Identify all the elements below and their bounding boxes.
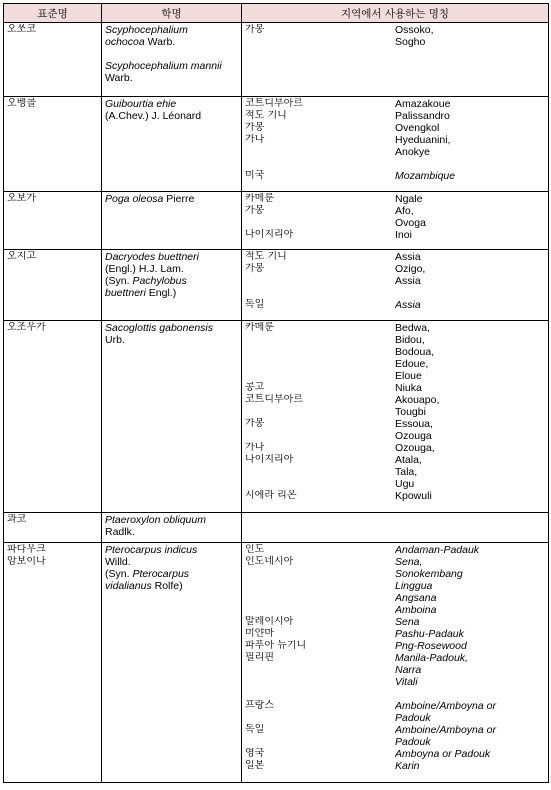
scientific-name-text: Pierre bbox=[163, 193, 195, 205]
local-name bbox=[395, 700, 545, 712]
scientific-name-cell bbox=[102, 321, 242, 513]
region-name bbox=[245, 287, 395, 299]
local-name-text: Hyeduanini, bbox=[395, 134, 451, 146]
scientific-name-text: Pterocarpus bbox=[132, 568, 190, 580]
scientific-name-line bbox=[105, 110, 238, 122]
scientific-name-line bbox=[105, 514, 238, 526]
local-name-text: Padouk bbox=[395, 712, 431, 724]
local-name bbox=[395, 60, 545, 72]
local-name bbox=[395, 358, 545, 370]
scientific-name-text: Rolfe) bbox=[151, 580, 183, 592]
local-names-block bbox=[245, 544, 545, 772]
local-name bbox=[395, 48, 545, 60]
region-name bbox=[245, 358, 395, 370]
local-name bbox=[395, 370, 545, 382]
scientific-name-line bbox=[105, 568, 238, 580]
region-name: 나이지리아 bbox=[245, 229, 294, 240]
region-column bbox=[245, 193, 395, 241]
scientific-name-line bbox=[105, 36, 238, 48]
local-name bbox=[395, 263, 545, 275]
standard-name: 오벵콜 bbox=[7, 98, 36, 109]
local-name bbox=[395, 134, 545, 146]
local-name-column bbox=[395, 251, 545, 311]
local-names-block bbox=[245, 251, 545, 311]
local-name-text: Pashu-Padauk bbox=[395, 628, 464, 640]
header-standard-name: 표준명 bbox=[4, 4, 102, 23]
table-row bbox=[4, 23, 549, 97]
scientific-name-text: Pterocarpus indicus bbox=[105, 544, 198, 556]
local-name bbox=[395, 193, 545, 205]
scientific-name-cell bbox=[102, 97, 242, 192]
scientific-name-cell bbox=[102, 192, 242, 250]
standard-name: 파다우크 bbox=[7, 544, 46, 555]
region-name: 가나 bbox=[245, 442, 265, 453]
standard-name: 오지고 bbox=[7, 251, 36, 262]
region-name: 독일 bbox=[245, 299, 265, 310]
region-name bbox=[245, 604, 395, 616]
local-name-text: Vitali bbox=[395, 676, 418, 688]
standard-name: 암보이나 bbox=[7, 556, 46, 567]
local-names-cell bbox=[242, 321, 549, 513]
region-name bbox=[245, 60, 395, 72]
region-column bbox=[245, 24, 395, 84]
standard-name: 오보가 bbox=[7, 193, 36, 204]
standard-name-cell bbox=[4, 23, 102, 97]
region-name: 인도 bbox=[245, 544, 265, 555]
local-name-column bbox=[395, 544, 545, 772]
region-name: 가봉 bbox=[245, 205, 265, 216]
header-local-names: 지역에서 사용하는 명칭 bbox=[242, 4, 549, 23]
local-name bbox=[395, 229, 545, 241]
region-name: 미얀마 bbox=[245, 628, 274, 639]
local-name-text: Sena, bbox=[395, 556, 423, 568]
local-name bbox=[395, 394, 545, 406]
region-name: 일본 bbox=[245, 760, 265, 771]
local-name-text: Edoue, bbox=[395, 358, 429, 370]
table-row bbox=[4, 192, 549, 250]
local-name-text: Afo, bbox=[395, 205, 414, 217]
region-name: 프랑스 bbox=[245, 700, 274, 711]
local-name bbox=[395, 592, 545, 604]
region-name bbox=[245, 580, 395, 592]
region-name: 가봉 bbox=[245, 263, 265, 274]
scientific-name-text: Dacryodes buettneri bbox=[105, 251, 199, 263]
region-name: 가봉 bbox=[245, 418, 265, 429]
standard-name-cell bbox=[4, 543, 102, 783]
standard-name-cell bbox=[4, 321, 102, 513]
standard-name: 콰코 bbox=[7, 514, 27, 525]
local-name bbox=[395, 287, 545, 299]
scientific-name-text: Scyphocephalium bbox=[105, 24, 188, 36]
local-name bbox=[395, 556, 545, 568]
local-name bbox=[395, 322, 545, 334]
region-name: 영국 bbox=[245, 748, 265, 759]
scientific-name-line bbox=[105, 322, 238, 334]
local-name bbox=[395, 676, 545, 688]
local-name bbox=[395, 275, 545, 287]
local-name bbox=[395, 712, 545, 724]
local-name bbox=[395, 628, 545, 640]
region-name: 미국 bbox=[245, 170, 265, 181]
local-name bbox=[395, 24, 545, 36]
local-name-text: Amazakoue bbox=[395, 98, 451, 110]
local-name bbox=[395, 251, 545, 263]
region-name bbox=[245, 72, 395, 84]
scientific-name-line bbox=[105, 334, 238, 346]
region-name: 카메룬 bbox=[245, 322, 274, 333]
local-name-text: Sena bbox=[395, 616, 420, 628]
scientific-name-line bbox=[105, 275, 238, 287]
region-name: 파푸아 뉴기니 bbox=[245, 640, 307, 651]
local-name-column bbox=[395, 98, 545, 182]
local-name bbox=[395, 736, 545, 748]
local-name bbox=[395, 72, 545, 84]
region-name: 말레이시아 bbox=[245, 616, 294, 627]
local-name-text: Bidou, bbox=[395, 334, 425, 346]
local-names-block bbox=[245, 24, 545, 84]
scientific-name-text: ochocoa bbox=[105, 36, 145, 48]
local-name bbox=[395, 418, 545, 430]
local-name bbox=[395, 299, 545, 311]
local-name-text: Tougbi bbox=[395, 406, 426, 418]
local-names-cell bbox=[242, 543, 549, 783]
scientific-name-line bbox=[105, 24, 238, 36]
local-name bbox=[395, 98, 545, 110]
local-name-text: Amboyna or Padouk bbox=[395, 748, 491, 760]
local-name-text: Ossoko, bbox=[395, 24, 434, 36]
local-name-text: Sogho bbox=[395, 36, 426, 48]
scientific-name-line bbox=[105, 287, 238, 299]
local-name bbox=[395, 454, 545, 466]
scientific-name-line bbox=[105, 580, 238, 592]
local-name-text: Ozouga, bbox=[395, 442, 435, 454]
region-name bbox=[245, 736, 395, 748]
local-name-text: Manila-Padouk, bbox=[395, 652, 468, 664]
region-name: 코트디부아르 bbox=[245, 98, 303, 109]
local-name bbox=[395, 466, 545, 478]
region-name bbox=[245, 568, 395, 580]
scientific-name-text: Urb. bbox=[105, 334, 125, 346]
local-name bbox=[395, 616, 545, 628]
local-names-cell bbox=[242, 192, 549, 250]
region-name: 코트디부아르 bbox=[245, 394, 303, 405]
local-name bbox=[395, 110, 545, 122]
region-name bbox=[245, 688, 395, 700]
local-name-text: Eloue bbox=[395, 370, 422, 382]
local-name bbox=[395, 604, 545, 616]
local-names-cell bbox=[242, 513, 549, 543]
local-name bbox=[395, 146, 545, 158]
region-name bbox=[245, 466, 395, 478]
local-name-text: Amboine/Amboyna or bbox=[395, 700, 496, 712]
region-name: 나이지리아 bbox=[245, 454, 294, 465]
region-name bbox=[245, 146, 395, 158]
scientific-name-line bbox=[105, 193, 238, 205]
region-name: 독일 bbox=[245, 724, 265, 735]
local-name bbox=[395, 490, 545, 502]
local-name-text: Png-Rosewood bbox=[395, 640, 467, 652]
region-name bbox=[245, 664, 395, 676]
scientific-name-text: Warb. bbox=[105, 72, 133, 84]
region-name bbox=[245, 676, 395, 688]
local-names-block bbox=[245, 98, 545, 182]
table-row bbox=[4, 250, 549, 321]
scientific-name-text: buettneri bbox=[105, 287, 146, 299]
local-name-text: Palissandro bbox=[395, 110, 450, 122]
region-name: 인도네시아 bbox=[245, 556, 294, 567]
local-name-column bbox=[395, 24, 545, 84]
region-name: 필리핀 bbox=[245, 652, 274, 663]
local-names-cell bbox=[242, 250, 549, 321]
region-column bbox=[245, 322, 395, 502]
scientific-name-text: Poga oleosa bbox=[105, 193, 164, 205]
local-name-column bbox=[395, 322, 545, 502]
standard-name-cell bbox=[4, 97, 102, 192]
scientific-name-cell bbox=[102, 513, 242, 543]
local-name bbox=[395, 544, 545, 556]
local-name-text: Andaman-Padauk bbox=[395, 544, 480, 556]
local-name-text: Ozouga bbox=[395, 430, 432, 442]
table-row bbox=[4, 321, 549, 513]
scientific-name-cell bbox=[102, 543, 242, 783]
table-body bbox=[4, 23, 549, 783]
local-name-text: Niuka bbox=[395, 382, 422, 394]
local-name-text: Karin bbox=[395, 760, 420, 772]
local-name-column bbox=[395, 193, 545, 241]
region-name bbox=[245, 48, 395, 60]
local-name bbox=[395, 580, 545, 592]
local-name-text: Ugu bbox=[395, 478, 415, 490]
local-name bbox=[395, 158, 545, 170]
region-column bbox=[245, 98, 395, 182]
table-row bbox=[4, 97, 549, 192]
local-name bbox=[395, 568, 545, 580]
local-name-text: Akouapo, bbox=[395, 394, 440, 406]
region-column bbox=[245, 544, 395, 772]
scientific-name-line bbox=[105, 60, 238, 72]
local-name-text: Tala, bbox=[395, 466, 418, 478]
local-name-text: Assia bbox=[395, 251, 421, 263]
local-name bbox=[395, 442, 545, 454]
local-name bbox=[395, 205, 545, 217]
local-name bbox=[395, 346, 545, 358]
scientific-name-line bbox=[105, 556, 238, 568]
region-name: 가봉 bbox=[245, 122, 265, 133]
table-header-row bbox=[4, 4, 549, 23]
scientific-name-text: vidalianus bbox=[105, 580, 152, 592]
local-name bbox=[395, 170, 545, 182]
scientific-name-text: Scyphocephalium mannii bbox=[105, 60, 222, 72]
local-name-text: Inoi bbox=[395, 229, 412, 241]
local-name-text: Bodoua, bbox=[395, 346, 435, 358]
local-name-text: Assia bbox=[395, 299, 421, 311]
local-name bbox=[395, 430, 545, 442]
local-name-text: Angsana bbox=[395, 592, 437, 604]
region-name bbox=[245, 592, 395, 604]
scientific-name-line bbox=[105, 72, 238, 84]
region-name: 가봉 bbox=[245, 24, 265, 35]
standard-name: 오조우가 bbox=[7, 322, 46, 333]
local-names-block bbox=[245, 322, 545, 502]
local-name-text: Ozigo, bbox=[395, 263, 426, 275]
local-name bbox=[395, 217, 545, 229]
local-name-text: Anokye bbox=[395, 146, 431, 158]
scientific-name-cell bbox=[102, 250, 242, 321]
table-row bbox=[4, 543, 549, 783]
local-name-text: Atala, bbox=[395, 454, 422, 466]
region-name bbox=[245, 478, 395, 490]
local-name bbox=[395, 724, 545, 736]
region-column bbox=[245, 251, 395, 311]
region-name bbox=[245, 406, 395, 418]
local-name-text: Amboine/Amboyna or bbox=[395, 724, 496, 736]
region-name bbox=[245, 275, 395, 287]
scientific-name-text: Willd. bbox=[105, 556, 131, 568]
local-names-cell bbox=[242, 23, 549, 97]
scientific-name-text: Sacoglottis gabonensis bbox=[105, 322, 213, 334]
header-scientific-name: 학명 bbox=[102, 4, 242, 23]
local-name-text: Assia bbox=[395, 275, 421, 287]
scientific-name-text: (Syn. bbox=[105, 275, 133, 287]
region-name bbox=[245, 217, 395, 229]
local-name-text: Ovengkol bbox=[395, 122, 440, 134]
local-names-cell bbox=[242, 97, 549, 192]
local-name bbox=[395, 640, 545, 652]
standard-name-cell bbox=[4, 513, 102, 543]
local-name-text: Bedwa, bbox=[395, 322, 431, 334]
scientific-name-text: Guibourtia ehie bbox=[105, 98, 177, 110]
local-name bbox=[395, 406, 545, 418]
wood-names-table bbox=[3, 3, 549, 783]
local-name bbox=[395, 478, 545, 490]
region-name: 적도 기니 bbox=[245, 251, 287, 262]
standard-name-cell bbox=[4, 250, 102, 321]
scientific-name-line bbox=[105, 98, 238, 110]
scientific-name-text: (A.Chev.) J. Léonard bbox=[105, 110, 202, 122]
local-name-text: Mozambique bbox=[395, 170, 456, 182]
standard-name: 오쏘코 bbox=[7, 24, 36, 35]
region-name bbox=[245, 334, 395, 346]
region-name bbox=[245, 36, 395, 48]
local-name bbox=[395, 748, 545, 760]
local-name bbox=[395, 760, 545, 772]
local-name-text: Sonokembang bbox=[395, 568, 463, 580]
scientific-name-text: Warb. bbox=[144, 36, 176, 48]
scientific-name-text: Ptaeroxylon obliquum bbox=[105, 514, 206, 526]
local-name bbox=[395, 688, 545, 700]
local-name-text: Kpowuli bbox=[395, 490, 432, 502]
local-name-text: Linggua bbox=[395, 580, 433, 592]
table-row bbox=[4, 513, 549, 543]
local-name-text: Padouk bbox=[395, 736, 431, 748]
region-name: 콩고 bbox=[245, 382, 265, 393]
scientific-name-text: (Engl.) H.J. Lam. bbox=[105, 263, 184, 275]
local-name bbox=[395, 122, 545, 134]
local-name bbox=[395, 334, 545, 346]
local-name-text: Amboina bbox=[395, 604, 437, 616]
region-name: 가나 bbox=[245, 134, 265, 145]
local-name-text: Ngale bbox=[395, 193, 423, 205]
region-name: 적도 기니 bbox=[245, 110, 287, 121]
scientific-name-text: Radlk. bbox=[105, 526, 135, 538]
local-name bbox=[395, 382, 545, 394]
scientific-name-text: (Syn. bbox=[105, 568, 133, 580]
scientific-name-text: Pachylobus bbox=[132, 275, 187, 287]
standard-name-cell bbox=[4, 192, 102, 250]
scientific-name-text: Engl.) bbox=[145, 287, 177, 299]
region-name: 시에라 리온 bbox=[245, 490, 297, 501]
scientific-name-line bbox=[105, 263, 238, 275]
region-name: 카메룬 bbox=[245, 193, 274, 204]
region-name bbox=[245, 712, 395, 724]
local-name bbox=[395, 652, 545, 664]
scientific-name-line bbox=[105, 544, 238, 556]
region-name bbox=[245, 158, 395, 170]
region-name bbox=[245, 346, 395, 358]
local-name-text: Narra bbox=[395, 664, 422, 676]
local-name-text: Ovoga bbox=[395, 217, 426, 229]
scientific-name-cell bbox=[102, 23, 242, 97]
region-name bbox=[245, 370, 395, 382]
scientific-name-line bbox=[105, 526, 238, 538]
region-name bbox=[245, 430, 395, 442]
local-name-text: Essoua, bbox=[395, 418, 433, 430]
scientific-name-line bbox=[105, 251, 238, 263]
local-names-block bbox=[245, 193, 545, 241]
local-name bbox=[395, 664, 545, 676]
local-name bbox=[395, 36, 545, 48]
scientific-name-line bbox=[105, 48, 238, 60]
